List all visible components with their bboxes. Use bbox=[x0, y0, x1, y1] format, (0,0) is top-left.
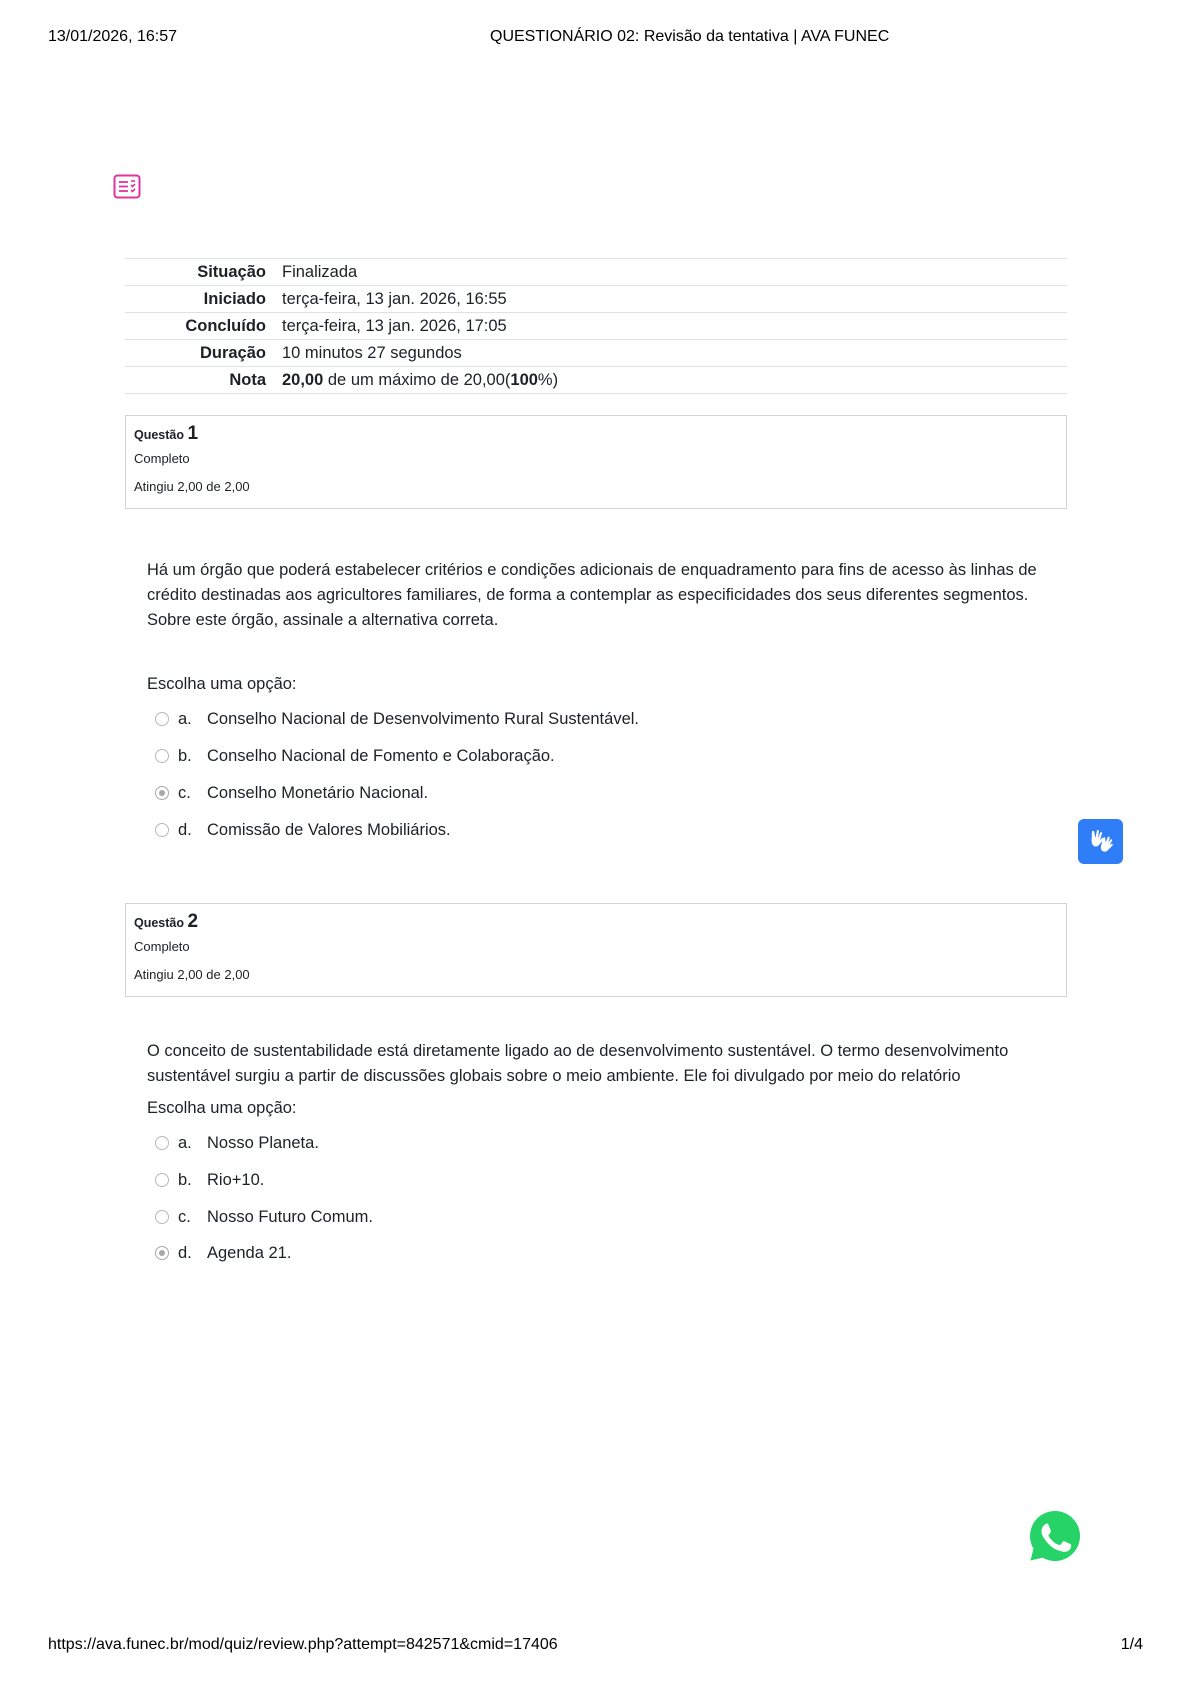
whatsapp-icon bbox=[1027, 1508, 1083, 1564]
print-page-number: 1/4 bbox=[1120, 1636, 1143, 1653]
option-text: Nosso Planeta. bbox=[207, 1133, 319, 1152]
radio-button-checked[interactable] bbox=[155, 786, 169, 800]
radio-button[interactable] bbox=[155, 1173, 169, 1187]
radio-button[interactable] bbox=[155, 1136, 169, 1150]
option-text: Conselho Monetário Nacional. bbox=[207, 783, 429, 802]
question-label: Questão bbox=[134, 916, 185, 930]
whatsapp-button[interactable] bbox=[1027, 1508, 1083, 1564]
option-text: Agenda 21. bbox=[207, 1243, 292, 1262]
print-footer bbox=[48, 1636, 1143, 1658]
summary-value: terça-feira, 13 jan. 2026, 17:05 bbox=[282, 316, 507, 335]
option-text: Conselho Nacional de Fomento e Colaboração. bbox=[207, 746, 555, 765]
attempt-summary-table bbox=[125, 258, 1067, 394]
question-number bbox=[134, 912, 1058, 932]
summary-row-concluido bbox=[125, 313, 1067, 340]
question-2-prompt: Escolha uma opção: bbox=[147, 1099, 297, 1117]
option-letter: b. bbox=[178, 1170, 192, 1189]
option-text: Comissão de Valores Mobiliários. bbox=[207, 820, 451, 839]
question-num: 2 bbox=[187, 911, 199, 932]
radio-button[interactable] bbox=[155, 712, 169, 726]
q1-option-d[interactable] bbox=[155, 818, 451, 842]
summary-value: terça-feira, 13 jan. 2026, 16:55 bbox=[282, 289, 507, 308]
question-1-text: Há um órgão que poderá estabelecer critérios e condições adicionais de enquadramento para fins de acesso às linhas de crédito destinadas aos agricultores familiares, de forma a contemplar as especificidades dos seus diferentes segmentos. Sobre este órgão, assinale a alternativa correta. bbox=[147, 561, 1037, 629]
option-letter: c. bbox=[178, 783, 191, 802]
summary-row-situacao bbox=[125, 259, 1067, 286]
grade-max: de um máximo de 20,00( bbox=[323, 370, 511, 389]
quiz-list-icon bbox=[113, 174, 141, 200]
question-2-text: O conceito de sustentabilidade está diretamente ligado ao de desenvolvimento sustentável. O termo desenvolvimento sustentável surgiu a partir de discussões globais sobre o meio ambiente. Ele foi divulgado por meio do relatório bbox=[147, 1042, 1009, 1085]
question-2-info bbox=[125, 903, 1067, 997]
sign-language-hands-icon bbox=[1086, 827, 1116, 857]
option-text: Nosso Futuro Comum. bbox=[207, 1207, 373, 1226]
question-grade: Atingiu 2,00 de 2,00 bbox=[134, 967, 250, 982]
summary-row-iniciado bbox=[125, 286, 1067, 313]
radio-button[interactable] bbox=[155, 749, 169, 763]
option-letter: b. bbox=[178, 746, 192, 765]
q2-option-b[interactable] bbox=[155, 1168, 264, 1192]
question-label: Questão bbox=[134, 428, 185, 442]
q1-option-b[interactable] bbox=[155, 744, 555, 768]
option-letter: a. bbox=[178, 709, 192, 728]
print-datetime: 13/01/2026, 16:57 bbox=[48, 28, 178, 45]
option-text: Rio+10. bbox=[207, 1170, 265, 1189]
q1-option-a[interactable] bbox=[155, 707, 639, 731]
option-text: Conselho Nacional de Desenvolvimento Rural Sustentável. bbox=[207, 709, 639, 728]
summary-label: Duração bbox=[199, 343, 266, 362]
summary-label: Nota bbox=[229, 370, 266, 389]
grade-score: 20,00 bbox=[282, 370, 324, 389]
q2-option-a[interactable] bbox=[155, 1131, 319, 1155]
q2-option-d[interactable] bbox=[155, 1241, 291, 1265]
radio-button-checked[interactable] bbox=[155, 1246, 169, 1260]
grade-percent: 100 bbox=[510, 370, 538, 389]
summary-label: Concluído bbox=[185, 316, 266, 335]
option-letter: c. bbox=[178, 1207, 191, 1226]
summary-label: Iniciado bbox=[203, 289, 266, 308]
question-1-prompt: Escolha uma opção: bbox=[147, 675, 297, 693]
question-1-info bbox=[125, 415, 1067, 509]
grade-suffix: %) bbox=[537, 370, 559, 389]
question-state: Completo bbox=[134, 451, 190, 466]
print-page-title: QUESTIONÁRIO 02: Revisão da tentativa | AVA FUNEC bbox=[490, 28, 890, 45]
option-letter: a. bbox=[178, 1133, 192, 1152]
radio-button[interactable] bbox=[155, 823, 169, 837]
q2-option-c[interactable] bbox=[155, 1205, 373, 1229]
q1-option-c[interactable] bbox=[155, 781, 428, 805]
summary-value: 10 minutos 27 segundos bbox=[282, 343, 462, 362]
print-url: https://ava.funec.br/mod/quiz/review.php?attempt=842571&cmid=17406 bbox=[48, 1636, 558, 1653]
vlibras-accessibility-button[interactable] bbox=[1078, 819, 1123, 864]
summary-label: Situação bbox=[197, 262, 266, 281]
question-num: 1 bbox=[187, 423, 199, 444]
question-state: Completo bbox=[134, 939, 190, 954]
option-letter: d. bbox=[178, 820, 192, 839]
print-header bbox=[48, 28, 1143, 50]
summary-row-duracao bbox=[125, 340, 1067, 367]
question-grade: Atingiu 2,00 de 2,00 bbox=[134, 479, 250, 494]
summary-value: Finalizada bbox=[282, 262, 358, 281]
option-letter: d. bbox=[178, 1243, 192, 1262]
question-number bbox=[134, 424, 1058, 444]
radio-button[interactable] bbox=[155, 1210, 169, 1224]
summary-row-nota bbox=[125, 367, 1067, 394]
summary-grade-value bbox=[282, 367, 1067, 394]
